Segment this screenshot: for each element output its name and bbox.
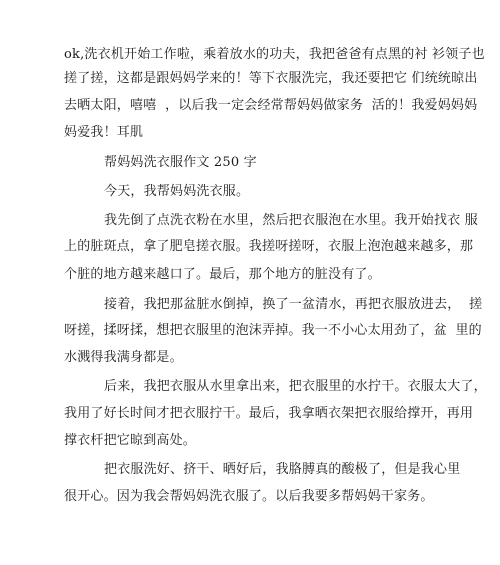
text-line: 撑衣杆把它晾到高处。 bbox=[64, 433, 197, 448]
text-line: 个脏的地方越来越口了。最后，那个地方的脏没有了。 bbox=[64, 267, 381, 282]
text-line: 去晒太阳，嘻嘻 ，以后我一定会经常帮妈妈做家务 活的！我爱妈妈妈 bbox=[64, 98, 478, 113]
text-line: 我用了好长时间才把衣服拧干。最后，我拿晒衣架把衣服给撑开，再用 bbox=[64, 406, 474, 421]
text-line: 我先倒了点洗衣粉在水里，然后把衣服泡在水里。我开始找衣 服 bbox=[104, 213, 478, 228]
text-line: 妈爱我！耳肌 bbox=[64, 125, 144, 140]
text-line: ok,洗衣机开始工作啦，乘着放水的功夫，我把爸爸有点黑的衬 衫领子也 bbox=[64, 47, 485, 62]
text-line: 把衣服洗好、挤干、晒好后，我胳膊真的酸极了，但是我心里 bbox=[104, 462, 461, 477]
text-line: 呀搓，揉呀揉，想把衣服里的泡沫弄掉。我一不小心太用劲了，盆 里的 bbox=[64, 323, 482, 338]
text-line: 搓了搓，这都是跟妈妈学来的！等下衣服洗完，我还要把它 们统统晾出 bbox=[64, 71, 478, 86]
text-line: 上的脏斑点，拿了肥皂搓衣服。我搓呀搓呀，衣服上泡泡越来越多，那 bbox=[64, 239, 474, 254]
text-line: 后来，我把衣服从水里拿出来，把衣服里的水拧干。衣服太大了， bbox=[104, 379, 487, 394]
text-line: 接着，我把那盆脏水倒掉，换了一盆清水，再把衣服放进去， 搓 bbox=[104, 297, 483, 312]
text-line: 很开心。因为我会帮妈妈洗衣服了。以后我要多帮妈妈干家务。 bbox=[64, 489, 434, 504]
text-line: 今天，我帮妈妈洗衣服。 bbox=[104, 184, 250, 199]
essay-title: 帮妈妈洗衣服作文 250 字 bbox=[104, 155, 257, 170]
text-line: 水溅得我满身都是。 bbox=[64, 350, 183, 365]
